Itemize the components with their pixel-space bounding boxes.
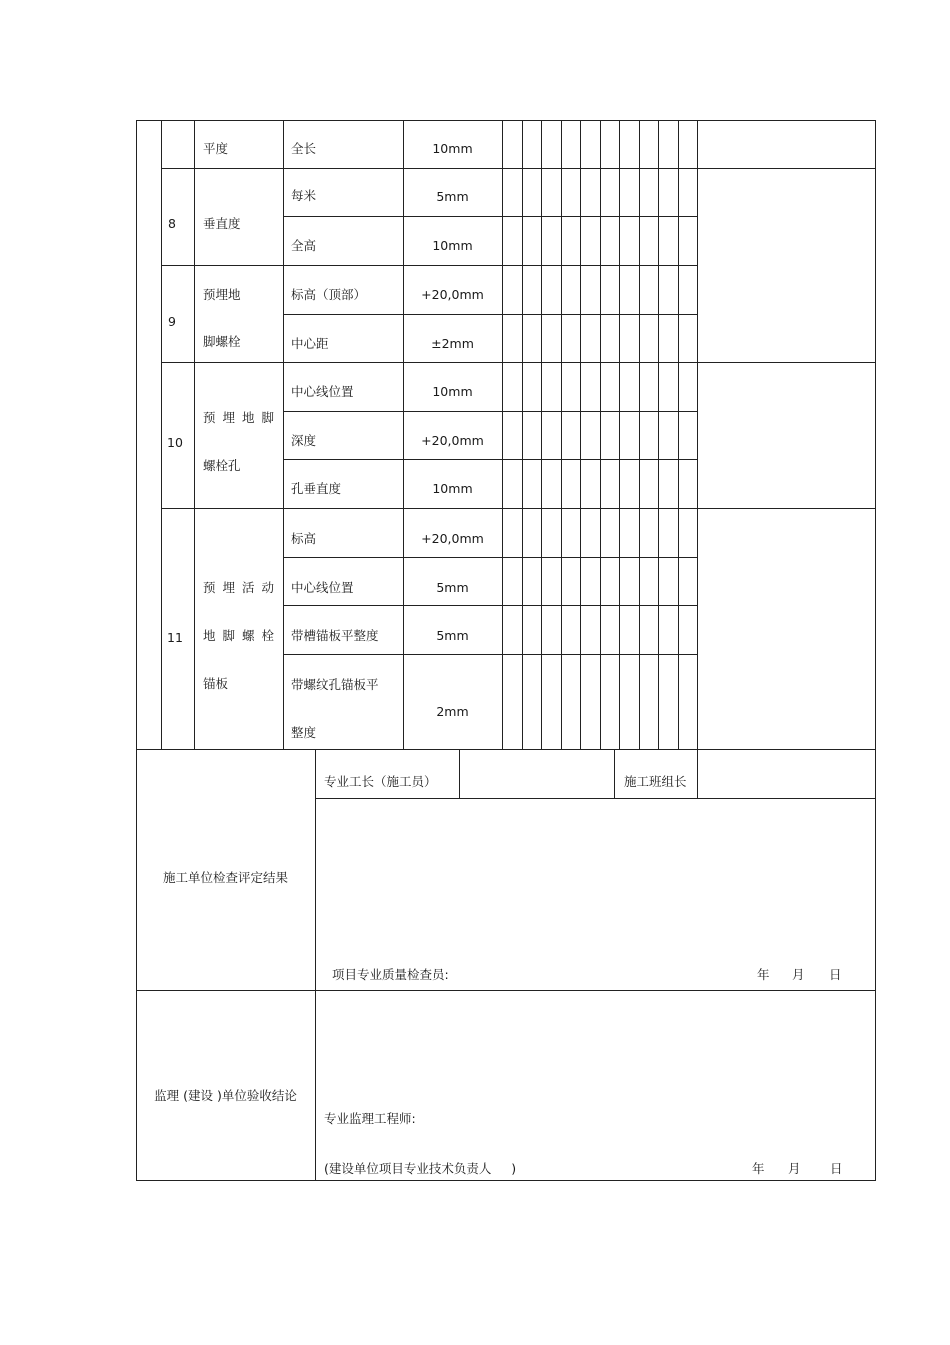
check-item: 全长	[291, 141, 317, 156]
check-item: 整度	[291, 725, 317, 740]
item-name: 预埋活动	[203, 580, 282, 595]
row-divider	[161, 168, 876, 169]
foreman-label: 专业工长（施工员）	[324, 774, 437, 789]
column-divider	[522, 120, 523, 750]
tolerance-value: 5mm	[436, 580, 469, 595]
item-name: 垂直度	[203, 216, 241, 231]
item-name: 预埋地脚	[203, 410, 282, 425]
tolerance-value: +20,0mm	[421, 531, 484, 546]
date-day: 日	[829, 967, 842, 982]
column-divider	[580, 120, 581, 750]
column-divider	[315, 749, 316, 1181]
date-year: 年	[752, 1161, 765, 1176]
tolerance-value: ±2mm	[431, 336, 474, 351]
column-divider	[502, 120, 503, 750]
date-day: 日	[830, 1161, 843, 1176]
row-divider	[283, 605, 698, 606]
row-divider	[161, 265, 698, 266]
quality-inspector-label: 项目专业质量检查员:	[332, 967, 449, 982]
tolerance-value: 5mm	[436, 628, 469, 643]
column-divider	[639, 120, 640, 750]
column-divider	[194, 120, 195, 750]
tolerance-value: +20,0mm	[421, 287, 484, 302]
section-divider	[136, 749, 876, 750]
section-divider	[136, 990, 876, 991]
column-divider	[600, 120, 601, 750]
foreman-value[interactable]	[466, 774, 606, 790]
date-month: 月	[788, 1161, 801, 1176]
construction-result-label: 施工单位检查评定结果	[162, 870, 288, 885]
column-divider	[678, 120, 679, 750]
date-year: 年	[757, 967, 770, 982]
item-name: 螺栓孔	[203, 458, 241, 473]
column-divider	[619, 120, 620, 750]
tolerance-value: 10mm	[432, 238, 473, 253]
tolerance-value: 5mm	[436, 189, 469, 204]
column-divider	[614, 749, 615, 799]
row-divider	[283, 216, 698, 217]
row-number: 11	[167, 630, 183, 645]
table-right-border	[875, 120, 876, 1181]
column-divider	[541, 120, 542, 750]
team-leader-value[interactable]	[705, 774, 865, 790]
row-divider	[315, 798, 876, 799]
tolerance-value: 10mm	[432, 384, 473, 399]
row-divider	[283, 314, 698, 315]
tolerance-value: 10mm	[432, 481, 473, 496]
supervision-conclusion-label: 监理 (建设 )单位验收结论	[154, 1088, 297, 1103]
check-item: 全高	[291, 238, 317, 253]
row-divider	[283, 411, 698, 412]
column-divider	[283, 120, 284, 750]
row-divider	[161, 362, 876, 363]
item-name: 预埋地	[203, 287, 241, 302]
item-name: 脚螺栓	[203, 334, 241, 349]
team-leader-label: 施工班组长	[624, 774, 687, 789]
row-divider	[283, 557, 698, 558]
check-item: 中心线位置	[291, 580, 354, 595]
check-item: 每米	[291, 188, 317, 203]
check-item: 带槽锚板平整度	[291, 628, 379, 643]
column-divider	[697, 120, 698, 750]
item-name: 平度	[203, 141, 229, 156]
supervising-engineer-label: 专业监理工程师:	[324, 1111, 416, 1126]
item-name: 锚板	[203, 676, 229, 691]
check-item: 中心线位置	[291, 384, 354, 399]
tolerance-value: 10mm	[432, 141, 473, 156]
column-divider	[561, 120, 562, 750]
check-item: 标高	[291, 531, 317, 546]
table-left-border	[136, 120, 137, 1181]
table-top-border	[136, 120, 876, 121]
row-number: 8	[168, 216, 176, 231]
column-divider	[697, 749, 698, 799]
check-item: 标高（顶部）	[291, 287, 367, 302]
column-divider	[658, 120, 659, 750]
check-item: 带螺纹孔锚板平	[291, 677, 379, 692]
check-item: 深度	[291, 433, 317, 448]
row-number: 9	[168, 314, 176, 329]
tolerance-value: 2mm	[436, 704, 469, 719]
item-name: 地脚螺栓	[203, 628, 282, 643]
row-divider	[161, 508, 876, 509]
owner-technical-lead-label: (建设单位项目专业技术负责人 )	[324, 1161, 517, 1176]
check-item: 中心距	[291, 336, 329, 351]
tolerance-value: +20,0mm	[421, 433, 484, 448]
check-item: 孔垂直度	[291, 481, 342, 496]
table-bottom-border	[136, 1180, 876, 1181]
row-divider	[283, 459, 698, 460]
row-number: 10	[167, 435, 183, 450]
column-divider	[459, 749, 460, 799]
date-month: 月	[792, 967, 805, 982]
row-divider	[283, 654, 698, 655]
